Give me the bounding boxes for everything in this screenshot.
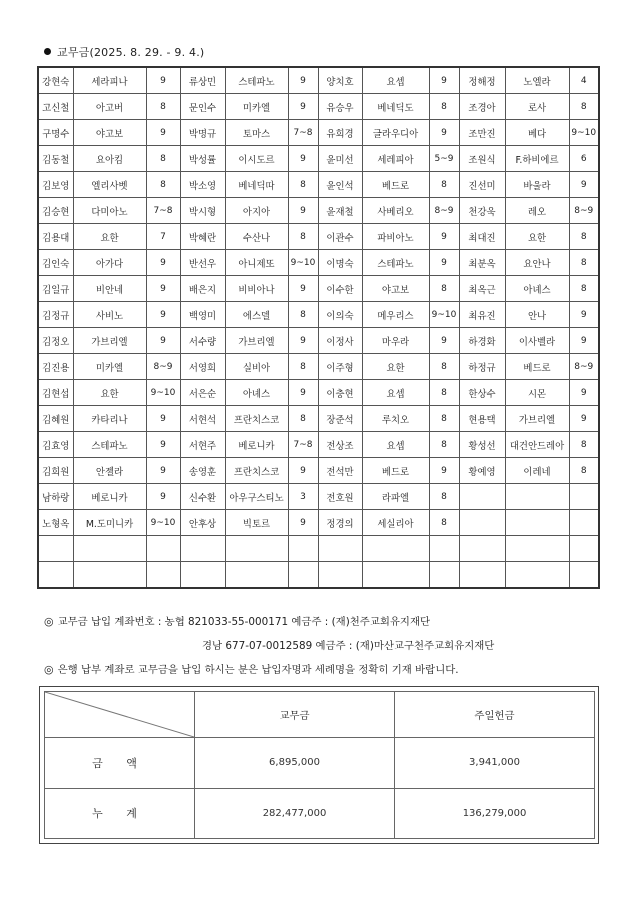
member-name: 서현석 xyxy=(180,406,225,432)
table-row xyxy=(38,380,599,406)
month-count: 9~10 xyxy=(288,250,318,276)
table-row xyxy=(38,172,599,198)
month-count: 9 xyxy=(429,67,459,94)
month-count: 8 xyxy=(429,380,459,406)
member-name: 김효영 xyxy=(38,432,73,458)
month-count: 9 xyxy=(569,406,599,432)
month-count: 9 xyxy=(146,406,180,432)
member-name: 안후상 xyxy=(180,510,225,536)
month-count: 8 xyxy=(429,172,459,198)
cumulative-label: 누 계 xyxy=(45,788,195,839)
baptismal-name: 노엘라 xyxy=(505,67,569,94)
baptismal-name xyxy=(505,536,569,562)
baptismal-name: 요한 xyxy=(505,224,569,250)
month-count: 9 xyxy=(288,276,318,302)
baptismal-name xyxy=(73,536,146,562)
baptismal-name: 요셉 xyxy=(362,67,429,94)
table-row xyxy=(38,120,599,146)
month-count: 9 xyxy=(146,276,180,302)
table-row xyxy=(38,276,599,302)
baptismal-name: 프란치스코 xyxy=(225,458,288,484)
month-count: 9 xyxy=(288,94,318,120)
title-text: 교무금(2025. 8. 29. - 9. 4.) xyxy=(57,46,205,59)
member-name: 유승우 xyxy=(318,94,362,120)
bullet-icon xyxy=(44,48,51,55)
baptismal-name: 아녜스 xyxy=(225,380,288,406)
member-name: 김현섭 xyxy=(38,380,73,406)
baptismal-name: 요한 xyxy=(362,354,429,380)
month-count: 8 xyxy=(569,250,599,276)
month-count: 7~8 xyxy=(288,120,318,146)
member-name xyxy=(318,536,362,562)
baptismal-name: 바울라 xyxy=(505,172,569,198)
baptismal-name: 베다 xyxy=(505,120,569,146)
member-name: 서영희 xyxy=(180,354,225,380)
baptismal-name: 베로니카 xyxy=(225,432,288,458)
baptismal-name: 아녜스 xyxy=(505,276,569,302)
baptismal-name: 미카엘 xyxy=(225,94,288,120)
member-name: 김일규 xyxy=(38,276,73,302)
baptismal-name: 레오 xyxy=(505,198,569,224)
month-count: 9 xyxy=(146,328,180,354)
baptismal-name: 요아킴 xyxy=(73,146,146,172)
member-name: 전석만 xyxy=(318,458,362,484)
member-name xyxy=(459,536,505,562)
month-count: 9 xyxy=(146,302,180,328)
table-row xyxy=(38,198,599,224)
table-row xyxy=(38,458,599,484)
month-count: 8 xyxy=(429,432,459,458)
member-name: 황예영 xyxy=(459,458,505,484)
member-name: 현용택 xyxy=(459,406,505,432)
month-count: 8 xyxy=(288,172,318,198)
member-name: 최분옥 xyxy=(459,250,505,276)
member-name: 최유진 xyxy=(459,302,505,328)
member-name: 박성률 xyxy=(180,146,225,172)
baptismal-name: 아가다 xyxy=(73,250,146,276)
member-name: 남하랑 xyxy=(38,484,73,510)
member-name: 문인수 xyxy=(180,94,225,120)
table-row xyxy=(38,484,599,510)
table-row xyxy=(38,562,599,589)
baptismal-name: 카타리나 xyxy=(73,406,146,432)
baptismal-name: 메우리스 xyxy=(362,302,429,328)
notes-line-3: ◎ 은행 납부 계좌로 교무금을 납입 하시는 분은 납입자명과 세례명을 정확히 기재 바랍니다. xyxy=(44,663,459,676)
member-name: 양치호 xyxy=(318,67,362,94)
month-count: 8 xyxy=(146,146,180,172)
member-name xyxy=(180,562,225,589)
baptismal-name: 파비아노 xyxy=(362,224,429,250)
month-count: 8~9 xyxy=(429,198,459,224)
summary-col-sunday: 주일헌금 xyxy=(395,692,595,738)
table-row xyxy=(38,354,599,380)
month-count: 8 xyxy=(288,302,318,328)
table-row xyxy=(38,406,599,432)
circle-mark-icon: ◎ xyxy=(44,615,54,628)
amount-sunday: 3,941,000 xyxy=(395,738,595,789)
month-count: 9 xyxy=(146,250,180,276)
baptismal-name: 베네딕따 xyxy=(225,172,288,198)
member-name: 서수량 xyxy=(180,328,225,354)
member-name: 박혜란 xyxy=(180,224,225,250)
month-count: 9 xyxy=(569,380,599,406)
member-name: 박명규 xyxy=(180,120,225,146)
baptismal-name: 시몬 xyxy=(505,380,569,406)
baptismal-name: 마우라 xyxy=(362,328,429,354)
month-count xyxy=(146,536,180,562)
month-count: 8~9 xyxy=(569,354,599,380)
member-name: 고신철 xyxy=(38,94,73,120)
baptismal-name: 스테파노 xyxy=(225,67,288,94)
baptismal-name: 베로니카 xyxy=(73,484,146,510)
page-title xyxy=(44,44,204,60)
member-name: 한상수 xyxy=(459,380,505,406)
member-name xyxy=(318,562,362,589)
member-name: 송영훈 xyxy=(180,458,225,484)
baptismal-name: 스테파노 xyxy=(362,250,429,276)
baptismal-name: 세라피나 xyxy=(73,67,146,94)
member-name: 백영미 xyxy=(180,302,225,328)
month-count: 9 xyxy=(429,224,459,250)
member-name: 이관수 xyxy=(318,224,362,250)
month-count: 9~10 xyxy=(146,510,180,536)
baptismal-name: 라파엘 xyxy=(362,484,429,510)
baptismal-name: 세실리아 xyxy=(362,510,429,536)
month-count: 9 xyxy=(569,172,599,198)
month-count xyxy=(569,562,599,589)
member-name: 윤인석 xyxy=(318,172,362,198)
month-count: 8 xyxy=(569,276,599,302)
baptismal-name xyxy=(362,562,429,589)
month-count: 9 xyxy=(146,458,180,484)
baptismal-name: 루치오 xyxy=(362,406,429,432)
baptismal-name xyxy=(225,562,288,589)
baptismal-name: F.하비에르 xyxy=(505,146,569,172)
summary-cumulative-row xyxy=(45,788,595,839)
baptismal-name xyxy=(505,484,569,510)
member-name: 김동철 xyxy=(38,146,73,172)
member-name: 김보영 xyxy=(38,172,73,198)
member-name: 이주형 xyxy=(318,354,362,380)
baptismal-name: M.도미니카 xyxy=(73,510,146,536)
member-name: 진선미 xyxy=(459,172,505,198)
baptismal-name xyxy=(505,562,569,589)
baptismal-name: 로사 xyxy=(505,94,569,120)
diagonal-line-icon xyxy=(45,692,194,737)
month-count: 9 xyxy=(288,67,318,94)
member-name: 이수한 xyxy=(318,276,362,302)
baptismal-name: 베드로 xyxy=(505,354,569,380)
month-count: 9 xyxy=(146,432,180,458)
member-name: 김인숙 xyxy=(38,250,73,276)
month-count: 9 xyxy=(288,328,318,354)
baptismal-name: 대건안드레아 xyxy=(505,432,569,458)
member-name: 유희경 xyxy=(318,120,362,146)
table-row xyxy=(38,328,599,354)
month-count: 9 xyxy=(429,120,459,146)
month-count: 8 xyxy=(569,94,599,120)
month-count: 8 xyxy=(146,94,180,120)
member-name xyxy=(459,562,505,589)
member-name: 천강욱 xyxy=(459,198,505,224)
baptismal-name: 이사벨라 xyxy=(505,328,569,354)
member-name: 배은지 xyxy=(180,276,225,302)
month-count: 5~9 xyxy=(429,146,459,172)
month-count xyxy=(429,536,459,562)
month-count xyxy=(569,536,599,562)
month-count: 8 xyxy=(569,224,599,250)
month-count: 8 xyxy=(429,510,459,536)
baptismal-name: 가브리엘 xyxy=(225,328,288,354)
table-row xyxy=(38,432,599,458)
payment-notes xyxy=(44,610,494,682)
baptismal-name: 베네딕도 xyxy=(362,94,429,120)
baptismal-name: 사베리오 xyxy=(362,198,429,224)
table-row xyxy=(38,536,599,562)
baptismal-name: 에스델 xyxy=(225,302,288,328)
month-count: 3 xyxy=(288,484,318,510)
month-count: 6 xyxy=(569,146,599,172)
table-row xyxy=(38,302,599,328)
table-row xyxy=(38,510,599,536)
month-count: 8 xyxy=(288,354,318,380)
month-count: 8 xyxy=(429,276,459,302)
baptismal-name: 아지아 xyxy=(225,198,288,224)
baptismal-name: 가브리엘 xyxy=(505,406,569,432)
baptismal-name xyxy=(225,536,288,562)
notes-line-1: ◎ 교무금 납입 계좌번호 : 농협 821033-55-000171 예금주 : (재)천주교회유지재단 xyxy=(44,615,431,628)
member-name: 류상민 xyxy=(180,67,225,94)
baptismal-name: 비비아나 xyxy=(225,276,288,302)
baptismal-name xyxy=(73,562,146,589)
member-name: 정해정 xyxy=(459,67,505,94)
member-name: 박소영 xyxy=(180,172,225,198)
month-count: 9 xyxy=(429,328,459,354)
member-name: 박시형 xyxy=(180,198,225,224)
baptismal-name: 토마스 xyxy=(225,120,288,146)
month-count: 8 xyxy=(569,458,599,484)
baptismal-name xyxy=(505,510,569,536)
baptismal-name: 요안나 xyxy=(505,250,569,276)
baptismal-name: 사비노 xyxy=(73,302,146,328)
month-count: 9~10 xyxy=(429,302,459,328)
summary-amount-row xyxy=(45,738,595,789)
member-name xyxy=(459,510,505,536)
baptismal-name: 글라우디아 xyxy=(362,120,429,146)
member-name: 신수환 xyxy=(180,484,225,510)
table-row xyxy=(38,146,599,172)
member-name: 김용대 xyxy=(38,224,73,250)
month-count: 9 xyxy=(288,510,318,536)
month-count: 9 xyxy=(146,484,180,510)
month-count: 9 xyxy=(146,67,180,94)
baptismal-name: 가브리엘 xyxy=(73,328,146,354)
member-name: 전호원 xyxy=(318,484,362,510)
baptismal-name: 세레피아 xyxy=(362,146,429,172)
month-count: 8 xyxy=(429,94,459,120)
member-name: 황성선 xyxy=(459,432,505,458)
member-name: 서은순 xyxy=(180,380,225,406)
member-name: 조만진 xyxy=(459,120,505,146)
month-count: 8 xyxy=(429,354,459,380)
member-name: 반선우 xyxy=(180,250,225,276)
member-name xyxy=(38,536,73,562)
month-count: 9~10 xyxy=(146,380,180,406)
baptismal-name: 빅토르 xyxy=(225,510,288,536)
member-name: 장준석 xyxy=(318,406,362,432)
baptismal-name: 비안네 xyxy=(73,276,146,302)
member-name: 김혜원 xyxy=(38,406,73,432)
cumulative-offering: 282,477,000 xyxy=(195,788,395,839)
member-name: 윤미선 xyxy=(318,146,362,172)
baptismal-name: 안젤라 xyxy=(73,458,146,484)
month-count: 9~10 xyxy=(569,120,599,146)
table-row xyxy=(38,94,599,120)
month-count: 9 xyxy=(288,146,318,172)
month-count xyxy=(288,562,318,589)
baptismal-name: 요셉 xyxy=(362,432,429,458)
month-count: 4 xyxy=(569,67,599,94)
member-name: 하경화 xyxy=(459,328,505,354)
month-count: 8 xyxy=(429,484,459,510)
member-name: 조경아 xyxy=(459,94,505,120)
month-count: 8 xyxy=(146,172,180,198)
month-count: 8~9 xyxy=(569,198,599,224)
month-count: 7~8 xyxy=(146,198,180,224)
member-name: 하정규 xyxy=(459,354,505,380)
member-name: 김승현 xyxy=(38,198,73,224)
baptismal-name: 엘리사벳 xyxy=(73,172,146,198)
member-name: 구명수 xyxy=(38,120,73,146)
month-count: 9 xyxy=(288,198,318,224)
summary-box xyxy=(39,686,599,844)
member-name: 최옥근 xyxy=(459,276,505,302)
baptismal-name: 미카엘 xyxy=(73,354,146,380)
month-count: 7~8 xyxy=(288,432,318,458)
member-name: 김정오 xyxy=(38,328,73,354)
cumulative-sunday: 136,279,000 xyxy=(395,788,595,839)
notes-line-2: 경남 677-07-0012589 예금주 : (재)마산교구천주교회유지재단 xyxy=(202,640,495,652)
month-count: 9 xyxy=(288,458,318,484)
summary-header-row xyxy=(45,692,595,738)
baptismal-name: 요한 xyxy=(73,224,146,250)
month-count: 9 xyxy=(146,120,180,146)
baptismal-name: 프란치스코 xyxy=(225,406,288,432)
member-name: 전상조 xyxy=(318,432,362,458)
table-row xyxy=(38,250,599,276)
month-count xyxy=(429,562,459,589)
baptismal-name: 이시도르 xyxy=(225,146,288,172)
summary-col-offering: 교무금 xyxy=(195,692,395,738)
baptismal-name: 아고버 xyxy=(73,94,146,120)
member-name: 조원식 xyxy=(459,146,505,172)
month-count: 8~9 xyxy=(146,354,180,380)
month-count: 8 xyxy=(569,432,599,458)
month-count: 8 xyxy=(288,224,318,250)
member-name: 이충현 xyxy=(318,380,362,406)
member-name: 최대진 xyxy=(459,224,505,250)
member-name: 김진용 xyxy=(38,354,73,380)
baptismal-name: 아니제또 xyxy=(225,250,288,276)
circle-mark-icon: ◎ xyxy=(44,663,54,676)
amount-label: 금 액 xyxy=(45,738,195,789)
member-name xyxy=(459,484,505,510)
member-name: 강현숙 xyxy=(38,67,73,94)
baptismal-name: 요셉 xyxy=(362,380,429,406)
baptismal-name: 실비아 xyxy=(225,354,288,380)
baptismal-name: 다미아노 xyxy=(73,198,146,224)
month-count xyxy=(569,484,599,510)
member-name: 서현주 xyxy=(180,432,225,458)
baptismal-name xyxy=(362,536,429,562)
baptismal-name: 야고보 xyxy=(73,120,146,146)
month-count: 8 xyxy=(288,406,318,432)
baptismal-name: 안나 xyxy=(505,302,569,328)
member-name: 윤재철 xyxy=(318,198,362,224)
table-row xyxy=(38,224,599,250)
diagonal-header-cell xyxy=(45,692,195,738)
baptismal-name: 베드로 xyxy=(362,458,429,484)
member-name: 정경의 xyxy=(318,510,362,536)
member-name: 이의숙 xyxy=(318,302,362,328)
month-count: 9 xyxy=(569,302,599,328)
baptismal-name: 아우구스티노 xyxy=(225,484,288,510)
month-count: 9 xyxy=(288,380,318,406)
month-count xyxy=(146,562,180,589)
member-name xyxy=(38,562,73,589)
baptismal-name: 수산나 xyxy=(225,224,288,250)
month-count xyxy=(288,536,318,562)
month-count: 8 xyxy=(429,406,459,432)
member-name: 이명숙 xyxy=(318,250,362,276)
month-count: 7 xyxy=(146,224,180,250)
month-count: 9 xyxy=(569,328,599,354)
member-name: 노형옥 xyxy=(38,510,73,536)
month-count: 9 xyxy=(429,458,459,484)
baptismal-name: 요한 xyxy=(73,380,146,406)
month-count: 9 xyxy=(429,250,459,276)
baptismal-name: 야고보 xyxy=(362,276,429,302)
summary-table xyxy=(44,691,595,839)
baptismal-name: 스테파노 xyxy=(73,432,146,458)
table-row xyxy=(38,67,599,94)
member-name: 김정규 xyxy=(38,302,73,328)
member-name: 이정사 xyxy=(318,328,362,354)
baptismal-name: 베드로 xyxy=(362,172,429,198)
roster-table xyxy=(37,66,600,589)
member-name: 김희원 xyxy=(38,458,73,484)
month-count xyxy=(569,510,599,536)
amount-offering: 6,895,000 xyxy=(195,738,395,789)
baptismal-name: 이레네 xyxy=(505,458,569,484)
member-name xyxy=(180,536,225,562)
